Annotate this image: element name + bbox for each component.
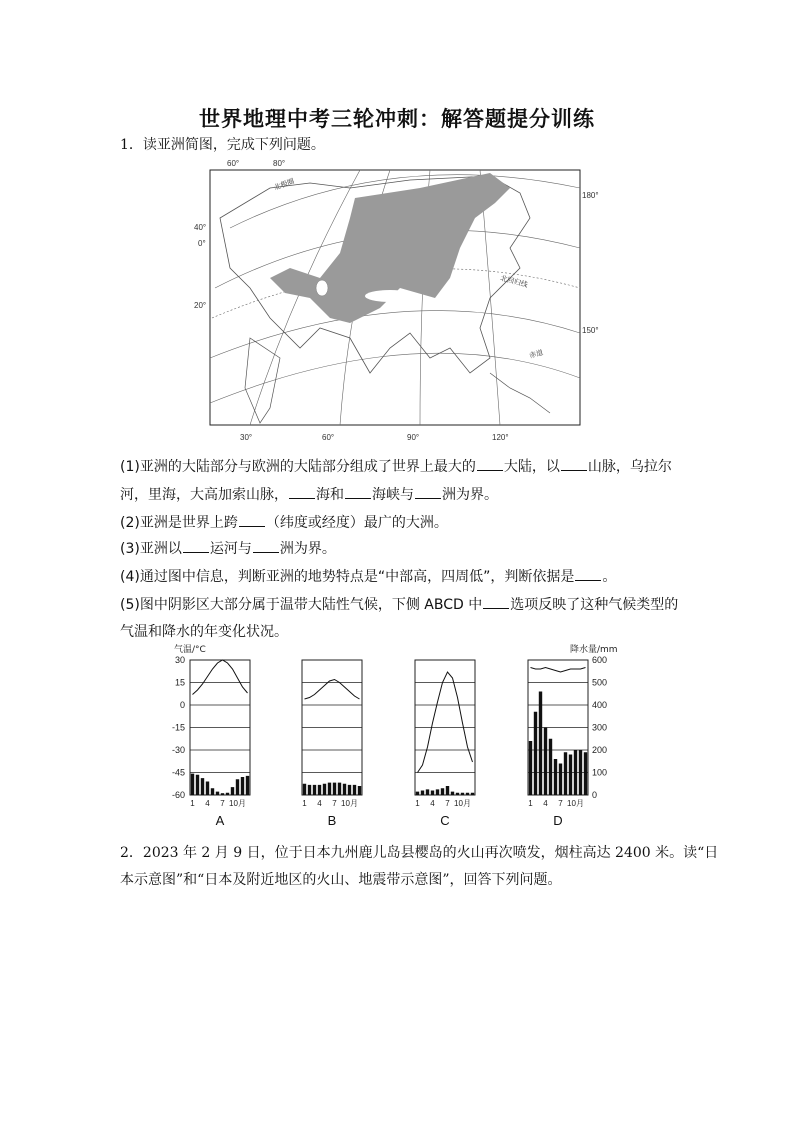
label-120-bottom: 120° [492, 433, 509, 442]
prec-tick-label: 100 [592, 767, 608, 778]
temp-tick-label: 15 [174, 677, 185, 688]
label-40: 40° [194, 223, 207, 232]
precip-bar [431, 791, 434, 796]
precip-bar [358, 786, 361, 795]
q1-part2: (2)亚洲是世界上跨 （纬度或经度）最广的大洲。 [120, 515, 448, 531]
temp-tick-label: -30 [171, 745, 185, 755]
label-arctic: 北极圈 [272, 177, 296, 192]
question-2-line1: 2．2023 年 2 月 9 日，位于日本九州鹿儿岛县樱岛的火山再次喷发，烟柱高达 2400 米。读“日 [120, 845, 719, 861]
blank[interactable] [575, 568, 601, 581]
q1-part4: (4)通过图中信息，判断亚洲的地势特点是“中部高，四周低”，判断依据是 。 [120, 569, 617, 585]
precip-bar [421, 791, 424, 796]
precip-bar [323, 784, 326, 795]
prec-tick-label: 500 [592, 677, 608, 688]
prec-ticks [592, 655, 607, 800]
precip-bar [206, 782, 209, 796]
chart-label: D [553, 813, 563, 828]
label-20: 20° [194, 301, 207, 310]
blank[interactable] [345, 486, 371, 499]
precip-bar [544, 728, 547, 796]
month-tick-label: 4 [543, 799, 548, 808]
prec-tick-label: 400 [592, 700, 608, 710]
precip-bar [574, 750, 577, 795]
month-tick-label: 1 [415, 799, 420, 808]
precip-bar [471, 793, 474, 795]
label-180: 180° [582, 191, 599, 200]
precip-bar [211, 788, 214, 795]
precip-bar [584, 752, 587, 795]
chart-label: B [327, 813, 337, 828]
precip-bar [461, 793, 464, 795]
label-60-bottom: 60° [322, 433, 335, 442]
question-1-stem: 1．读亚洲简图，完成下列问题。 [120, 137, 325, 153]
precip-bar [231, 787, 234, 795]
month-tick-label: 1 [528, 799, 533, 808]
precip-bar [343, 784, 346, 795]
temp-tick-label: -60 [171, 790, 185, 800]
prec-tick-label: 300 [592, 722, 608, 733]
precip-bar [564, 752, 567, 795]
month-tick-label: 1 [190, 799, 195, 808]
precip-bar [549, 739, 552, 795]
climate-charts [160, 640, 640, 830]
chart-label: C [440, 813, 450, 828]
blank[interactable] [483, 596, 509, 609]
month-tick-label: 4 [205, 799, 210, 808]
chart-label: A [215, 813, 225, 828]
precip-bar [416, 792, 419, 795]
precip-bar [196, 775, 199, 795]
month-tick-label: 10月 [567, 799, 584, 808]
precip-bar [569, 755, 572, 796]
q1-part5-line2: 气温和降水的年变化状况。 [120, 624, 288, 640]
month-tick-label: 1 [302, 799, 307, 808]
month-tick-label: 4 [317, 799, 322, 808]
precip-bar [529, 741, 532, 795]
q1-part5-line1: (5)图中阴影区大部分属于温带大陆性气候，下侧 ABCD 中 选项反映了这种气候类型的 [120, 597, 679, 613]
month-tick-label: 10月 [229, 799, 246, 808]
precip-bar [221, 793, 224, 795]
climate-chart-A [190, 660, 250, 828]
climate-chart-C [415, 660, 475, 828]
precip-bar [246, 776, 249, 795]
prec-tick-label: 600 [592, 655, 608, 665]
prec-tick-label: 0 [592, 790, 598, 800]
blank[interactable] [561, 458, 587, 471]
precip-bar [191, 774, 194, 795]
month-tick-label: 7 [332, 799, 337, 808]
label-equator: 赤道 [528, 348, 545, 360]
month-tick-label: 10月 [454, 799, 471, 808]
temp-axis-label: 气温/°C [174, 645, 206, 655]
precip-bar [338, 783, 341, 795]
label-tropic: 北回归线 [499, 274, 529, 290]
label-150: 150° [582, 326, 599, 335]
blank[interactable] [289, 486, 315, 499]
label-30-bottom: 30° [240, 433, 253, 442]
precip-bar [303, 784, 306, 795]
precip-bar [456, 793, 459, 795]
chart-panels [190, 660, 588, 828]
blank[interactable] [253, 540, 279, 553]
precip-bar [313, 785, 316, 795]
temp-tick-label: 0 [179, 700, 185, 710]
temp-tick-label: -45 [171, 767, 185, 778]
precip-bar [554, 759, 557, 795]
blank[interactable] [477, 458, 503, 471]
precip-bar [441, 788, 444, 795]
q1-part1-line2: 河，里海，大高加索山脉， 海和 海峡与 洲为界。 [120, 487, 498, 503]
blank[interactable] [239, 514, 265, 527]
precip-bar [446, 786, 449, 795]
precip-bar [451, 792, 454, 795]
precip-bar [539, 692, 542, 796]
climate-chart-B [302, 660, 362, 828]
climate-chart-D [528, 660, 588, 828]
blank[interactable] [183, 540, 209, 553]
precip-bar [333, 783, 336, 795]
prec-tick-label: 200 [592, 745, 608, 755]
q1-part1-line1: (1)亚洲的大陆部分与欧洲的大陆部分组成了世界上最大的 大陆，以 山脉，乌拉尔 [120, 459, 672, 475]
temp-tick-label: 30 [174, 655, 185, 665]
label-80-top: 80° [273, 159, 286, 168]
blank[interactable] [415, 486, 441, 499]
q1-part3: (3)亚洲以 运河与 洲为界。 [120, 541, 336, 557]
precip-bar [534, 712, 537, 795]
precip-bar [348, 785, 351, 795]
month-tick-label: 4 [430, 799, 435, 808]
temp-tick-label: -15 [171, 722, 185, 733]
precip-bar [328, 783, 331, 795]
precip-bar [353, 785, 356, 795]
label-90-bottom: 90° [407, 433, 420, 442]
precip-bar [308, 785, 311, 795]
month-tick-label: 7 [445, 799, 450, 808]
precip-bar [226, 793, 229, 795]
month-tick-label: 10月 [341, 799, 358, 808]
question-2-line2: 本示意图”和“日本及附近地区的火山、地震带示意图”，回答下列问题。 [120, 872, 562, 888]
asia-map [190, 158, 599, 443]
precip-bar [236, 779, 239, 795]
precip-bar [466, 793, 469, 795]
label-60-top: 60° [227, 159, 240, 168]
page-title: 世界地理中考三轮冲刺：解答题提分训练 [199, 106, 595, 131]
prec-axis-label: 降水量/mm [570, 645, 618, 655]
precip-bar [559, 764, 562, 796]
precip-bar [436, 789, 439, 795]
label-0: 0° [198, 239, 206, 248]
temp-ticks [172, 655, 185, 800]
month-tick-label: 7 [558, 799, 563, 808]
precip-bar [241, 777, 244, 795]
precip-bar [216, 792, 219, 795]
precip-bar [318, 785, 321, 795]
month-tick-label: 7 [220, 799, 225, 808]
precip-bar [426, 789, 429, 795]
precip-bar [579, 750, 582, 795]
precip-bar [201, 778, 204, 795]
